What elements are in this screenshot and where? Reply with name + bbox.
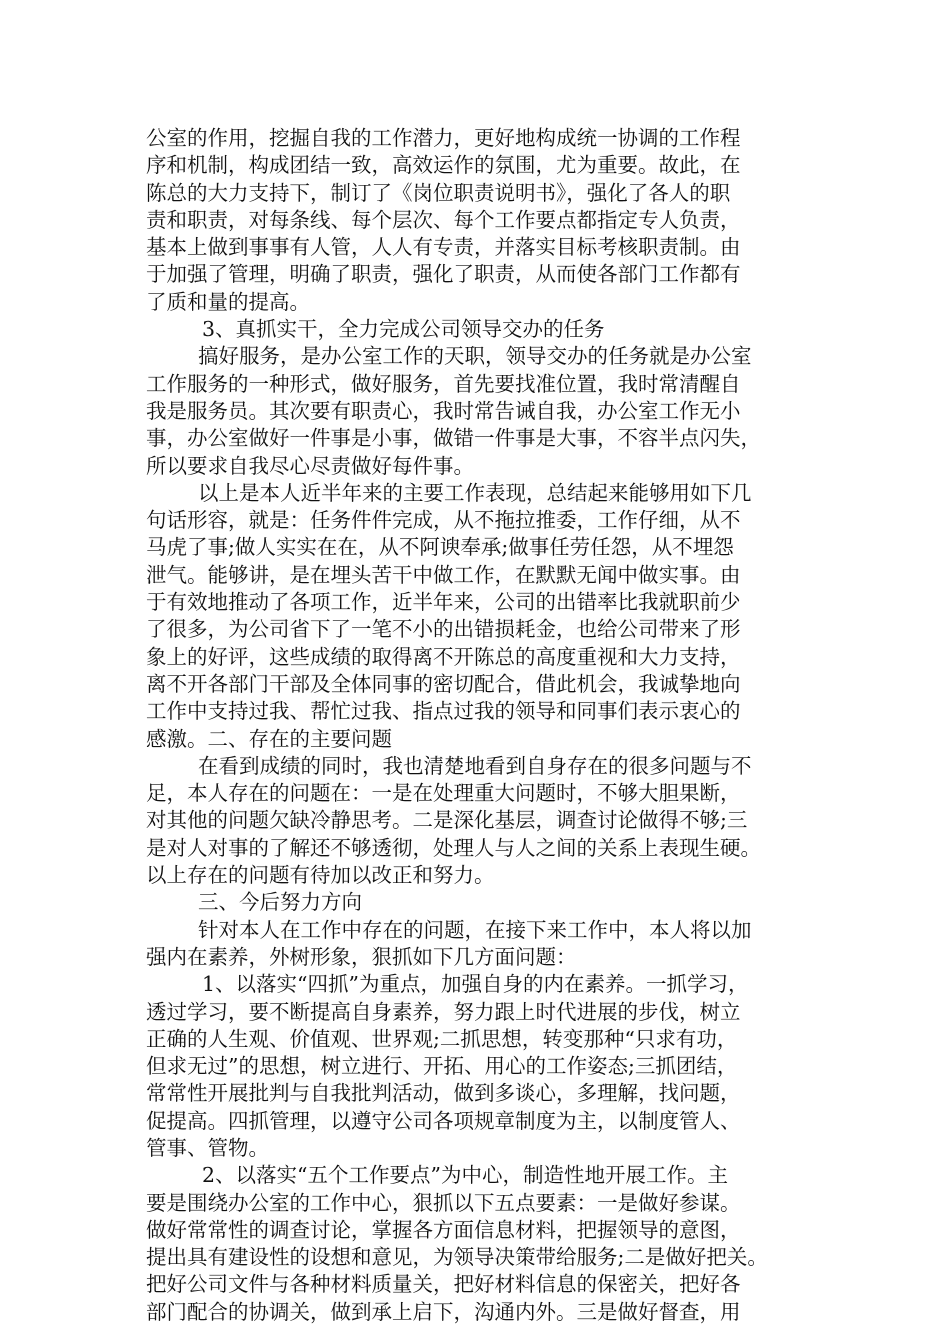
text-line: 1、以落实“四抓”为重点，加强自身的内在素养。一抓学习， — [202, 972, 749, 997]
text-line: 常常性开展批判与自我批判活动，做到多谈心，多理解，找问题， — [146, 1081, 741, 1106]
text-line: 透过学习，要不断提高自身素养，努力跟上时代进展的步伐，树立 — [146, 999, 741, 1024]
text-line: 强内在素养，外树形象，狠抓如下几方面问题： — [146, 944, 577, 969]
text-line: 是对人对事的了解还不够透彻，处理人与人之间的关系上表现生硬。 — [146, 835, 761, 860]
text-line: 部门配合的协调关，做到承上启下，沟通内外。三是做好督查，用 — [146, 1299, 741, 1324]
text-line: 提出具有建设性的设想和意见，为领导决策带给服务;二是做好把关。 — [146, 1245, 768, 1270]
section-heading: 三、今后努力方向 — [198, 890, 362, 915]
document-body — [146, 125, 836, 1326]
text-line: 于加强了管理，明确了职责，强化了职责，从而使各部门工作都有 — [146, 262, 741, 287]
text-line: 但求无过”的思想，树立进行、开拓、用心的工作姿态;三抓团结， — [146, 1054, 738, 1079]
text-line: 足，本人存在的问题在：一是在处理重大问题时，不够大胆果断， — [146, 781, 741, 806]
text-line: 公室的作用，挖掘自我的工作潜力，更好地构成统一协调的工作程 — [146, 126, 741, 150]
text-line: 所以要求自我尽心尽责做好每件事。 — [146, 453, 474, 478]
text-line: 工作服务的一种形式，做好服务，首先要找准位置，我时常清醒自 — [146, 371, 741, 396]
text-line: 事，办公室做好一件事是小事，做错一件事是大事，不容半点闪失， — [146, 426, 761, 451]
text-line: 我是服务员。其次要有职责心，我时常告诫自我，办公室工作无小 — [146, 398, 741, 423]
text-line: 了质和量的提高。 — [146, 289, 310, 314]
text-line: 责和职责，对每条线、每个层次、每个工作要点都指定专人负责， — [146, 207, 741, 232]
text-line: 把好公司文件与各种材料质量关，把好材料信息的保密关，把好各 — [146, 1272, 741, 1297]
text-line: 句话形容，就是：任务件件完成，从不拖拉推委，工作仔细，从不 — [146, 508, 741, 533]
text-line: 泄气。能够讲，是在埋头苦干中做工作，在默默无闻中做实事。由 — [146, 562, 741, 587]
text-line: 马虎了事;做人实实在在，从不阿谀奉承;做事任劳任怨，从不埋怨 — [146, 535, 734, 560]
text-line: 基本上做到事事有人管，人人有专责，并落实目标考核职责制。由 — [146, 235, 741, 260]
text-line: 离不开各部门干部及全体同事的密切配合，借此机会，我诚挚地向 — [146, 671, 741, 696]
text-line: 在看到成绩的同时，我也清楚地看到自身存在的很多问题与不 — [198, 753, 752, 778]
text-line: 对其他的问题欠缺冷静思考。二是深化基层，调查讨论做得不够;三 — [146, 808, 748, 833]
text-line: 以上是本人近半年来的主要工作表现，总结起来能够用如下几 — [198, 480, 752, 505]
text-line: 以上存在的问题有待加以改正和努力。 — [146, 863, 495, 888]
text-line: 序和机制，构成团结一致，高效运作的氛围，尤为重要。故此，在 — [146, 153, 741, 178]
section-heading: 3、真抓实干，全力完成公司领导交办的任务 — [202, 317, 605, 342]
text-line: 搞好服务，是办公室工作的天职，领导交办的任务就是办公室 — [198, 344, 752, 369]
text-line: 感激。二、存在的主要问题 — [146, 726, 392, 751]
text-line: 针对本人在工作中存在的问题，在接下来工作中，本人将以加 — [198, 917, 752, 942]
text-line: 于有效地推动了各项工作，近半年来，公司的出错率比我就职前少 — [146, 590, 741, 615]
text-line: 正确的人生观、价值观、世界观;二抓思想，转变那种“只求有功， — [146, 1026, 738, 1051]
text-line: 要是围绕办公室的工作中心，狠抓以下五点要素：一是做好参谋。 — [146, 1190, 741, 1215]
text-line: 做好常常性的调查讨论，掌握各方面信息材料，把握领导的意图， — [146, 1217, 741, 1242]
text-line: 2、以落实“五个工作要点”为中心，制造性地开展工作。主 — [202, 1163, 729, 1188]
text-line: 管事、管物。 — [146, 1135, 269, 1160]
text-line: 工作中支持过我、帮忙过我、指点过我的领导和同事们表示衷心的 — [146, 699, 741, 724]
text-line: 象上的好评，这些成绩的取得离不开陈总的高度重视和大力支持， — [146, 644, 741, 669]
text-line: 促提高。四抓管理，以遵守公司各项规章制度为主，以制度管人、 — [146, 1108, 741, 1133]
text-line: 了很多，为公司省下了一笔不小的出错损耗金，也给公司带来了形 — [146, 617, 741, 642]
text-line: 陈总的大力支持下，制订了《岗位职责说明书》，强化了各人的职 — [146, 180, 731, 205]
